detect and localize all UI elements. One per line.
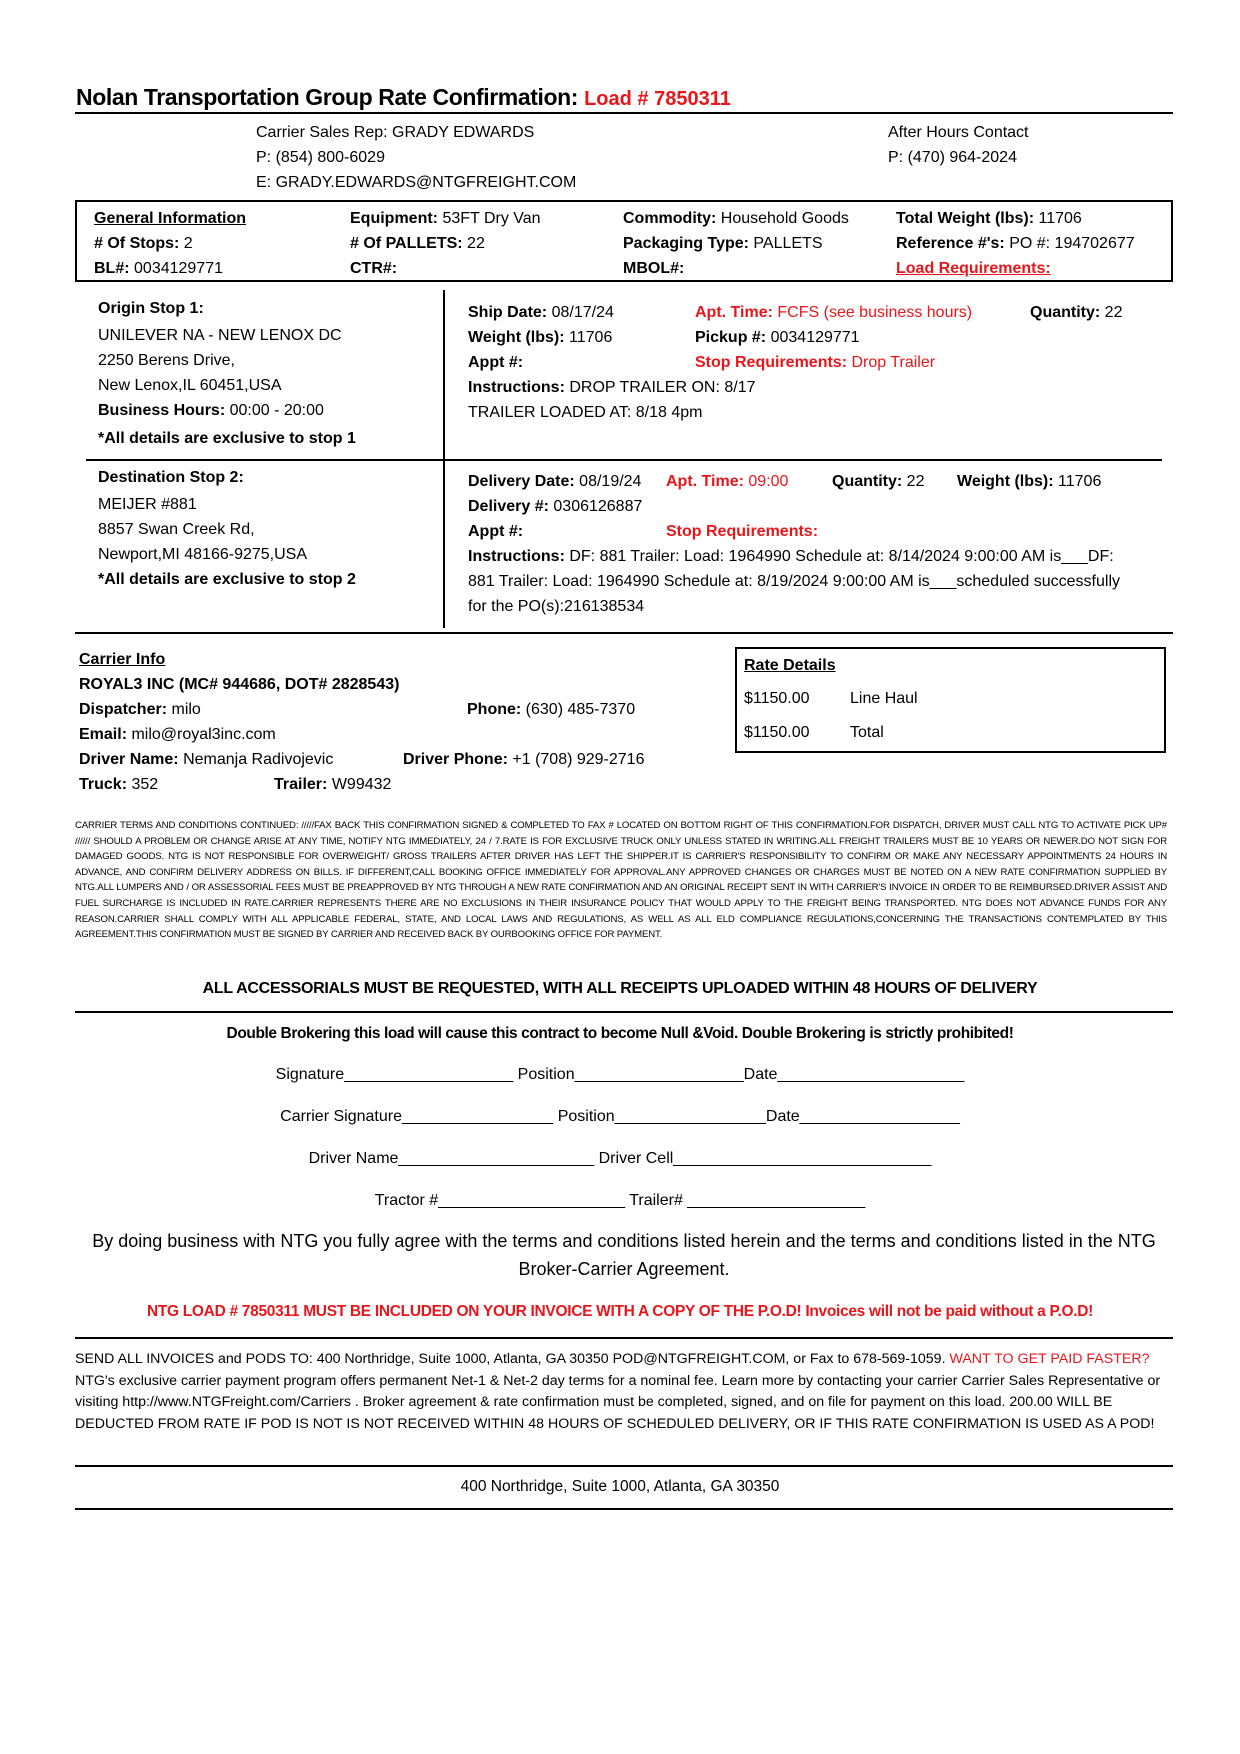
destination-instructions-label: Instructions: xyxy=(468,548,565,565)
origin-instructions-value: DROP TRAILER ON: 8/17 xyxy=(569,379,756,396)
destination-apt-time-label: Apt. Time: xyxy=(666,473,744,490)
delivery-date-field xyxy=(468,473,641,491)
origin-street: 2250 Berens Drive, xyxy=(98,352,235,369)
destination-instructions-line3: for the PO(s):216138534 xyxy=(468,598,645,615)
rate-label-total: Total xyxy=(850,724,884,741)
agreement-notice: By doing business with NTG you fully agree with the terms and conditions listed herein and the terms and conditions listed in the NTG Broker-Carrier Agreement. xyxy=(92,1231,1156,1279)
origin-apt-time-label: Apt. Time: xyxy=(695,304,773,321)
destination-quantity-value: 22 xyxy=(906,473,925,490)
rate-label-line-haul: Line Haul xyxy=(850,690,918,707)
equipment-field xyxy=(350,210,541,228)
send-invoices-block xyxy=(75,1349,1173,1435)
driver-name-label: Driver Name: xyxy=(79,751,179,768)
origin-heading: Origin Stop 1: xyxy=(98,300,204,317)
send-invoices-text: SEND ALL INVOICES and PODS TO: 400 Northridge, Suite 1000, Atlanta, GA 30350 POD@NTGFREIGHT.COM, or Fax to 678-569-1059. xyxy=(75,1351,946,1367)
invoice-divider xyxy=(75,1337,1173,1339)
carrier-phone-label: Phone: xyxy=(467,701,522,718)
terms-and-conditions: CARRIER TERMS AND CONDITIONS CONTINUED: /////FAX BACK THIS CONFIRMATION SIGNED & COMPLETED TO FAX # LOCATED ON BOTTOM RIGHT OF THIS CONFIRMATION.FOR DISPATCH, DRIVER MUST CALL NTG TO ACTIVATE PICK UP# ////// SHOULD A PROBLEM OR CHANGE ARISE AT ANY TIME, NOTIFY NTG IMMEDIATELY, 24 / 7.RATE IS FOR EXCLUSIVE TRUCK ONLY UNLESS STATED IN WRITING.ALL FREIGHT TRAILERS MUST BE 10 YEARS OR NEWER.DO NOT SIGN FOR DAMAGED GOODS. NTG IS NOT RESPONSIBLE FOR OVERWEIGHT/ GROSS TRAILERS AFTER DRIVER HAS LEFT THE SHIPPER.IT IS CARRIER'S RESPONSIBILITY TO CONFIRM OR MAKE ANY NECESSARY APPOINTMENTS 24 HOURS IN ADVANCE, AND CONFIRM DELIVERY ADDRESS ON BILLS. IF DIFFERENT,CALL BOOKING OFFICE IMMEDIATELY FOR APPROVAL.ANY APPROVED CHANGES OR CHARGES MUST BE NOTED ON A NEW RATE CONFIRMATION SUPPLIED BY NTG.ALL LUMPERS AND / OR ASSESSORIAL FEES MUST BE PREAPPROVED BY NTG THROUGH A NEW RATE CONFIRMATION AND AN ORIGINAL RECEIPT SENT IN WITH CARRIER'S INVOICE IN ORDER TO BE REIMBURSED.DRIVER ASSIST AND FUEL SURCHARGE IS INCLUDED IN RATE.CARRIER REPRESENTS THERE ARE NO EXCLUSIONS IN THEIR INSURANCE POLICY THAT WOULD APPLY TO THE FREIGHT BEING TRANSPORTED. NTG DOES NOT ADVANCE FUNDS FOR ANY REASON.CARRIER SHALL COMPLY WITH ALL APPLICABLE FEDERAL, STATE, AND LOCAL LAWS AND REGULATIONS, AS WELL AS ALL ELD COMPLIANCE REGULATIONS,CONCERNING THE TRANSACTIONS CONTEMPLATED BY THIS AGREEMENT.THIS CONFIRMATION MUST BE SIGNED BY CARRIER AND RECEIVED BACK BY OURBOOKING OFFICE FOR PAYMENT. xyxy=(75,820,1167,941)
mbol-label: MBOL#: xyxy=(623,260,685,277)
origin-apt-time xyxy=(695,304,972,322)
driver-phone-value: +1 (708) 929-2716 xyxy=(512,751,645,768)
carrier-email-label: Email: xyxy=(79,726,128,743)
commodity-field xyxy=(623,210,849,228)
driver-name-line[interactable]: Driver Name______________________ Driver Cell_____________________________ xyxy=(308,1150,932,1167)
total-weight-label: Total Weight (lbs): xyxy=(896,210,1035,227)
commodity-value: Household Goods xyxy=(720,210,849,227)
ctr-label: CTR#: xyxy=(350,260,398,277)
destination-quantity-label: Quantity: xyxy=(832,473,903,490)
origin-name: UNILEVER NA - NEW LENOX DC xyxy=(98,327,342,344)
bl-value: 0034129771 xyxy=(134,260,223,277)
commodity-label: Commodity: xyxy=(623,210,717,227)
carrier-phone-field xyxy=(467,701,635,719)
origin-weight-field xyxy=(468,329,612,347)
stops-field xyxy=(94,235,193,253)
origin-stop-requirements xyxy=(695,354,935,372)
destination-name: MEIJER #881 xyxy=(98,496,197,513)
ship-date-value: 08/17/24 xyxy=(551,304,614,321)
origin-weight-label: Weight (lbs): xyxy=(468,329,565,346)
delivery-number-field xyxy=(468,498,642,516)
destination-weight xyxy=(957,473,1101,491)
stops-value: 2 xyxy=(183,235,193,252)
destination-instructions-line2: 881 Trailer: Load: 1964990 Schedule at: 8/19/2024 9:00:00 AM is___scheduled successfully xyxy=(468,573,1121,590)
delivery-number-label: Delivery #: xyxy=(468,498,549,515)
packaging-value: PALLETS xyxy=(753,235,823,252)
trailer-value: W99432 xyxy=(331,776,392,793)
equipment-value: 53FT Dry Van xyxy=(442,210,541,227)
pickup-field xyxy=(695,329,860,347)
delivery-date-value: 08/19/24 xyxy=(579,473,642,490)
origin-stop-req-label: Stop Requirements: xyxy=(695,354,848,371)
truck-label: Truck: xyxy=(79,776,128,793)
title-text: Nolan Transportation Group Rate Confirmation: xyxy=(76,84,579,110)
origin-quantity-value: 22 xyxy=(1104,304,1123,321)
page-title xyxy=(76,84,731,111)
driver-name-field xyxy=(79,751,333,769)
origin-hours xyxy=(98,402,324,420)
load-number: Load # 7850311 xyxy=(584,88,731,110)
pallets-label: # Of PALLETS: xyxy=(350,235,463,252)
bl-field xyxy=(94,260,223,278)
paid-faster-link[interactable]: WANT TO GET PAID FASTER? xyxy=(949,1351,1150,1367)
title-divider xyxy=(75,112,1173,114)
destination-appt-label: Appt #: xyxy=(468,523,524,540)
destination-stop-req-label: Stop Requirements: xyxy=(666,523,819,540)
origin-quantity-label: Quantity: xyxy=(1030,304,1101,321)
origin-instructions-label: Instructions: xyxy=(468,379,565,396)
sales-email: E: GRADY.EDWARDS@NTGFREIGHT.COM xyxy=(256,174,577,191)
origin-hours-value: 00:00 - 20:00 xyxy=(229,402,324,419)
destination-weight-value: 11706 xyxy=(1058,473,1102,490)
packaging-field xyxy=(623,235,823,253)
sales-rep: Carrier Sales Rep: GRADY EDWARDS xyxy=(256,124,535,141)
reference-field xyxy=(896,235,1135,253)
ship-date-field xyxy=(468,304,614,322)
destination-city: Newport,MI 48166-9275,USA xyxy=(98,546,307,563)
truck-value: 352 xyxy=(131,776,159,793)
dispatcher-field xyxy=(79,701,201,719)
destination-apt-time xyxy=(666,473,788,491)
general-heading: General Information xyxy=(94,210,247,227)
driver-name-value: Nemanja Radivojevic xyxy=(183,751,334,768)
carrier-phone-value: (630) 485-7370 xyxy=(525,701,636,718)
dispatcher-value: milo xyxy=(171,701,201,718)
ship-date-label: Ship Date: xyxy=(468,304,548,321)
signature-line[interactable]: Signature___________________ Position___________________Date_____________________ xyxy=(275,1066,965,1083)
destination-apt-time-value: 09:00 xyxy=(748,473,789,490)
footer-top-divider xyxy=(75,1465,1173,1467)
load-requirements-label: Load Requirements: xyxy=(896,260,1051,277)
carrier-email-value: milo@royal3inc.com xyxy=(131,726,276,743)
destination-weight-label: Weight (lbs): xyxy=(957,473,1054,490)
delivery-date-label: Delivery Date: xyxy=(468,473,575,490)
carrier-company: ROYAL3 INC (MC# 944686, DOT# 2828543) xyxy=(79,676,400,693)
origin-instructions xyxy=(468,379,755,397)
packaging-label: Packaging Type: xyxy=(623,235,749,252)
pickup-value: 0034129771 xyxy=(770,329,860,346)
rate-amount-total: $1150.00 xyxy=(744,724,810,741)
after-hours-label: After Hours Contact xyxy=(888,124,1029,141)
origin-exclusive-note: *All details are exclusive to stop 1 xyxy=(98,430,356,447)
reference-label: Reference #'s: xyxy=(896,235,1005,252)
destination-exclusive-note: *All details are exclusive to stop 2 xyxy=(98,571,356,588)
double-brokering-notice: Double Brokering this load will cause this contract to become Null &Void. Double Brokering is strictly prohibited! xyxy=(226,1025,1014,1042)
destination-street: 8857 Swan Creek Rd, xyxy=(98,521,255,538)
origin-city: New Lenox,IL 60451,USA xyxy=(98,377,282,394)
stops-bottom-divider xyxy=(75,632,1173,634)
destination-instructions-line1: DF: 881 Trailer: Load: 1964990 Schedule at: 8/14/2024 9:00:00 AM is___DF: xyxy=(569,548,1114,565)
invoice-warning: NTG LOAD # 7850311 MUST BE INCLUDED ON YOUR INVOICE WITH A COPY OF THE P.O.D! Invoices will not be paid without a P.O.D! xyxy=(146,1303,1094,1320)
stops-label: # Of Stops: xyxy=(94,235,180,252)
origin-weight-value: 11706 xyxy=(569,329,613,346)
dispatcher-label: Dispatcher: xyxy=(79,701,168,718)
pallets-value: 22 xyxy=(467,235,485,252)
reference-value: PO #: 194702677 xyxy=(1009,235,1135,252)
destination-instructions xyxy=(468,548,1114,566)
destination-quantity xyxy=(832,473,924,491)
payment-program-text: NTG's exclusive carrier payment program offers permanent Net-1 & Net-2 day terms for a nominal fee. Learn more by contacting your carrier Carrier Sales Representative or visiting http://www.NTGFreight.com/Carriers . Broker agreement & rate confirmation must be completed, signed, and on file for payment on this load. 200.00 WILL BE DEDUCTED FROM RATE IF POD IS NOT IS NOT RECEIVED WITHIN 48 HOURS OF SCHEDULED DELIVERY, OR IF THIS RATE CONFIRMATION IS USED AS A POD! xyxy=(75,1372,1161,1432)
driver-phone-label: Driver Phone: xyxy=(403,751,508,768)
sales-phone: P: (854) 800-6029 xyxy=(256,149,385,166)
origin-hours-label: Business Hours: xyxy=(98,402,226,419)
equipment-label: Equipment: xyxy=(350,210,438,227)
pallets-field xyxy=(350,235,485,253)
trailer-label: Trailer: xyxy=(274,776,328,793)
pickup-label: Pickup #: xyxy=(695,329,767,346)
rate-amount-line-haul: $1150.00 xyxy=(744,690,810,707)
trailer-field xyxy=(274,776,391,794)
origin-apt-time-value: FCFS (see business hours) xyxy=(777,304,973,321)
origin-appt-label: Appt #: xyxy=(468,354,524,371)
carrier-signature-line[interactable]: Carrier Signature_________________ Position_________________Date__________________ xyxy=(280,1108,960,1125)
destination-heading: Destination Stop 2: xyxy=(98,469,244,486)
origin-instructions-line2: TRAILER LOADED AT: 8/18 4pm xyxy=(468,404,703,421)
after-hours-phone: P: (470) 964-2024 xyxy=(888,149,1017,166)
origin-quantity xyxy=(1030,304,1122,322)
driver-phone-field xyxy=(403,751,644,769)
total-weight-field xyxy=(896,210,1082,228)
tractor-trailer-line[interactable]: Tractor #_____________________ Trailer# ____________________ xyxy=(374,1192,866,1209)
truck-field xyxy=(79,776,158,794)
bl-label: BL#: xyxy=(94,260,130,277)
stops-middle-divider xyxy=(86,459,1162,461)
total-weight-value: 11706 xyxy=(1038,210,1082,227)
accessorials-notice: ALL ACCESSORIALS MUST BE REQUESTED, WITH ALL RECEIPTS UPLOADED WITHIN 48 HOURS OF DELIVERY xyxy=(202,980,1038,997)
rate-heading: Rate Details xyxy=(744,657,836,674)
origin-stop-req-value: Drop Trailer xyxy=(851,354,936,371)
accessorials-divider xyxy=(75,1011,1173,1013)
delivery-number-value: 0306126887 xyxy=(553,498,643,515)
carrier-heading: Carrier Info xyxy=(79,651,166,668)
footer-address: 400 Northridge, Suite 1000, Atlanta, GA 30350 xyxy=(460,1478,780,1495)
footer-bottom-divider xyxy=(75,1508,1173,1510)
carrier-email-field xyxy=(79,726,276,744)
